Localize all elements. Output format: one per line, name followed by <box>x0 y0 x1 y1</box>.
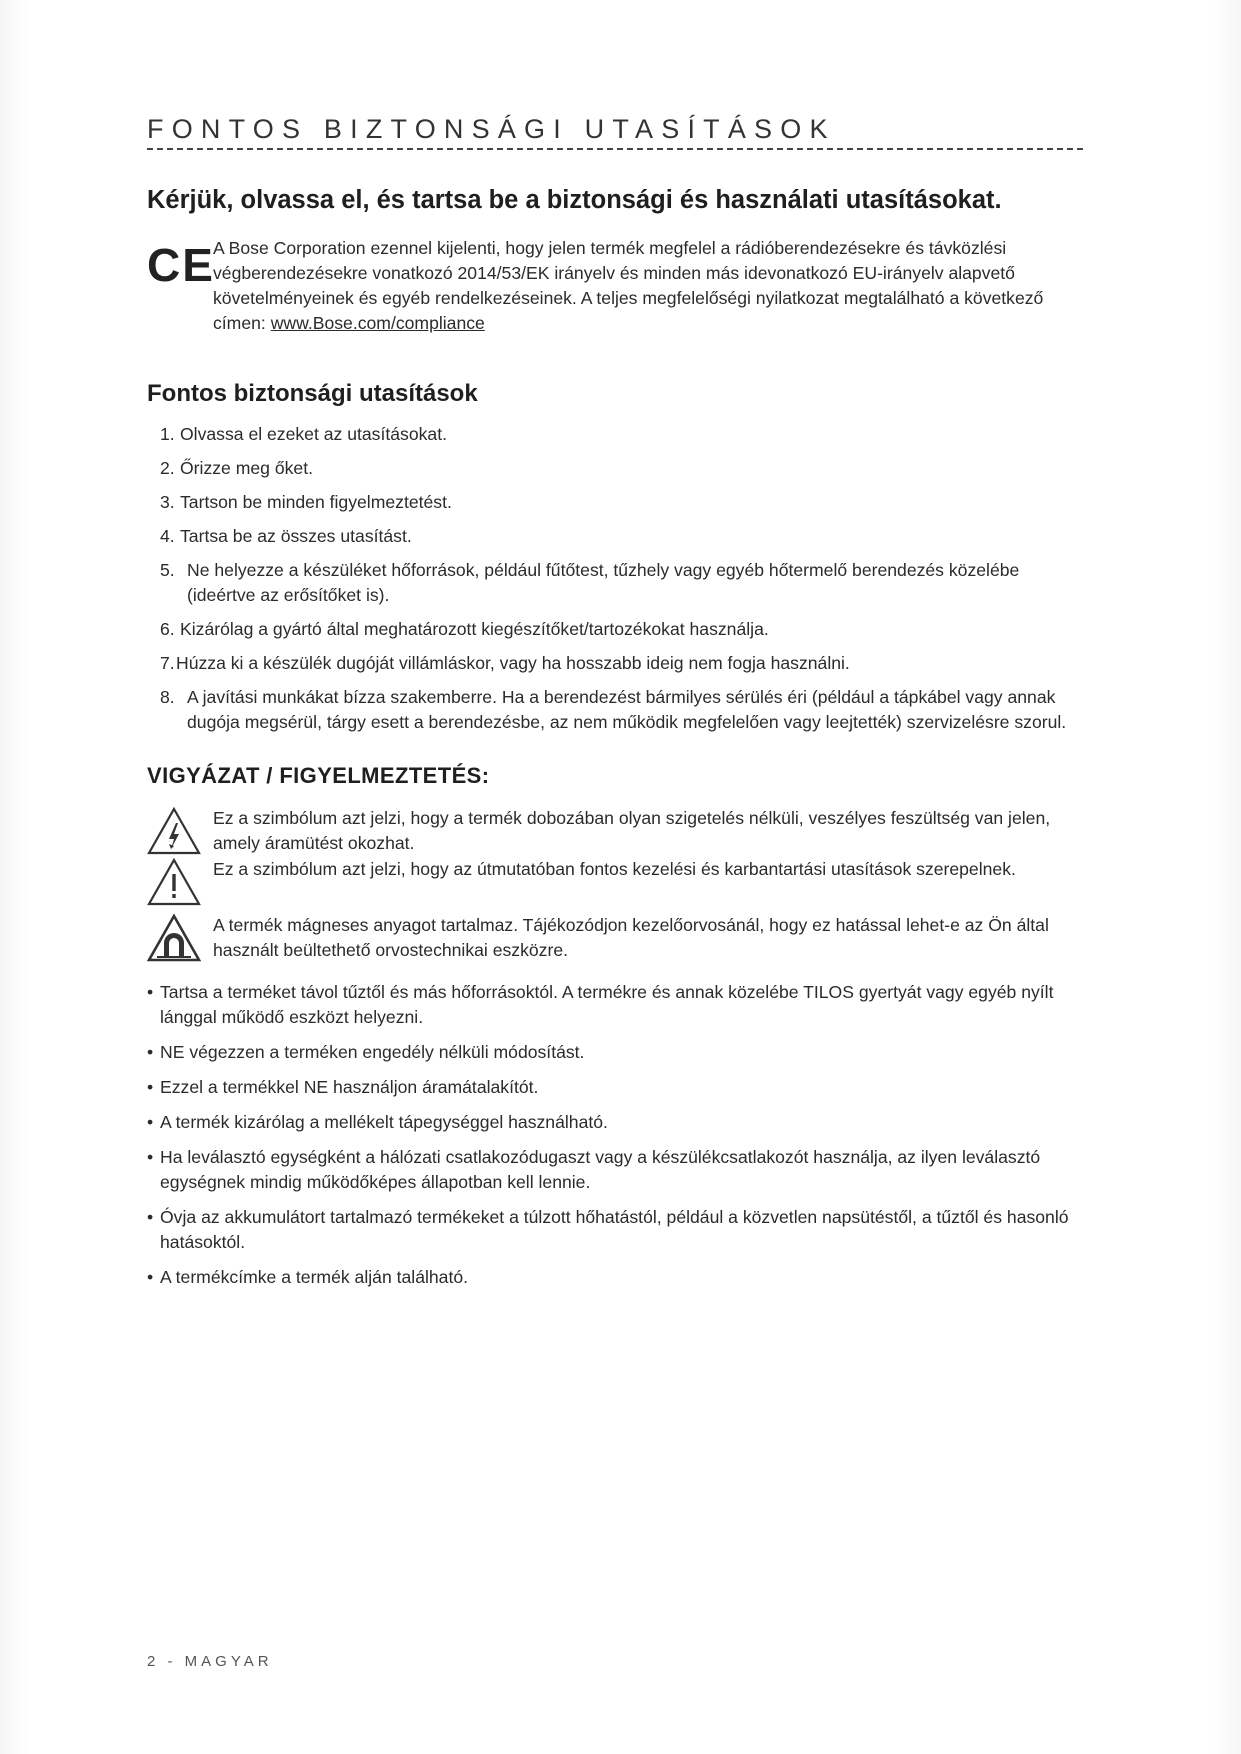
item-text: Olvassa el ezeket az utasításokat. <box>180 424 447 444</box>
item-number: 6. <box>160 619 175 639</box>
list-item <box>160 558 1080 608</box>
warning-bullet-list <box>147 980 1083 1300</box>
list-item: • Tartsa a terméket távol tűztől és más hőforrásoktól. A termékre és annak közelébe TILOS gyertyát vagy egyéb nyílt lánggal működő eszközt helyezni. <box>147 980 1083 1030</box>
item-number: 8. <box>160 687 175 707</box>
list-item: • A termék kizárólag a mellékelt tápegységgel használható. <box>147 1110 1083 1135</box>
warning-symbol-text: Ez a szimbólum azt jelzi, hogy az útmutatóban fontos kezelési és karbantartási utasítások szerepelnek. <box>213 859 1016 879</box>
page-footer: 2 - MAGYAR <box>147 1653 273 1670</box>
exclamation-warning-icon <box>147 857 201 907</box>
item-number: 1. <box>160 424 175 444</box>
list-item <box>160 422 1080 447</box>
item-text: Tartson be minden figyelmeztetést. <box>180 492 452 512</box>
page-heading: FONTOS BIZTONSÁGI UTASÍTÁSOK <box>147 114 836 144</box>
list-item <box>160 685 1080 735</box>
item-number: 2. <box>160 458 175 478</box>
item-number: 5. <box>160 560 175 580</box>
ce-mark-icon: CE <box>147 239 215 291</box>
item-number: 3. <box>160 492 175 512</box>
ce-declaration-text <box>213 236 1053 336</box>
list-item <box>160 456 1080 481</box>
list-item <box>160 490 1080 515</box>
warning-symbol-text: A termék mágneses anyagot tartalmaz. Tájékozódjon kezelőorvosánál, hogy ez hatással lehet-e az Ön által használt beültethető orvostechnikai eszközre. <box>213 915 1049 960</box>
lead-instruction: Kérjük, olvassa el, és tartsa be a biztonsági és használati utasításokat. <box>147 186 1002 214</box>
item-text: Húzza ki a készülék dugóját villámláskor, vagy ha hosszabb ideig nem fogja használni. <box>176 653 850 673</box>
warning-section-title: VIGYÁZAT / FIGYELMEZTETÉS: <box>147 763 490 788</box>
list-item: • Ha leválasztó egységként a hálózati csatlakozódugaszt vagy a készülékcsatlakozót használja, az ilyen leválasztó egységnek mindig működőképes állapotban kell lennie. <box>147 1145 1083 1195</box>
item-text: Kizárólag a gyártó által meghatározott kiegészítőket/tartozékokat használja. <box>180 619 769 639</box>
ce-text-body: A Bose Corporation ezennel kijelenti, hogy jelen termék megfelel a rádióberendezésekre és távközlési végberendezésekre vonatkozó 2014/53/EK irányelv és minden más idevonatkozó EU-irányelv alapvető követelményeinek és egyéb rendelkezéseinek. A teljes megfelelőségi nyilatkozat megtalálható a következő címen: <box>213 238 1044 333</box>
item-text: Tartsa be az összes utasítást. <box>180 526 412 546</box>
list-item: • A termékcímke a termék alján található. <box>147 1265 1083 1290</box>
compliance-link[interactable]: www.Bose.com/compliance <box>270 313 485 333</box>
magnet-warning-icon <box>147 913 201 963</box>
list-item <box>160 617 1080 642</box>
lightning-warning-icon <box>147 806 201 856</box>
item-number: 4. <box>160 526 175 546</box>
list-item <box>160 651 1080 676</box>
safety-section-title: Fontos biztonsági utasítások <box>147 380 478 407</box>
list-item: • Óvja az akkumulátort tartalmazó termékeket a túlzott hőhatástól, például a közvetlen napsütéstől, a tűztől és hasonló hatásoktól. <box>147 1205 1083 1255</box>
item-text: A javítási munkákat bízza szakemberre. Ha a berendezést bármilyes sérülés éri (például a tápkábel vagy annak dugója megsérül, tárgy esett a berendezésbe, az nem működik megfelelően vagy leejtették) szervizelésre szorul. <box>187 687 1067 732</box>
heading-divider <box>147 148 1083 150</box>
item-text: Őrizze meg őket. <box>180 458 313 478</box>
item-text: Ne helyezze a készüléket hőforrások, például fűtőtest, tűzhely vagy egyéb hőtermelő berendezés közelébe (ideértve az erősítőket is). <box>187 560 1020 605</box>
list-item <box>160 524 1080 549</box>
warning-symbol-text: Ez a szimbólum azt jelzi, hogy a termék dobozában olyan szigetelés nélküli, veszélyes feszültség van jelen, amely áramütést okozhat. <box>213 808 1051 853</box>
safety-instructions-list <box>160 422 1080 744</box>
item-number: 7. <box>160 653 175 673</box>
list-item: • Ezzel a termékkel NE használjon áramátalakítót. <box>147 1075 1083 1100</box>
list-item: • NE végezzen a terméken engedély nélküli módosítást. <box>147 1040 1083 1065</box>
